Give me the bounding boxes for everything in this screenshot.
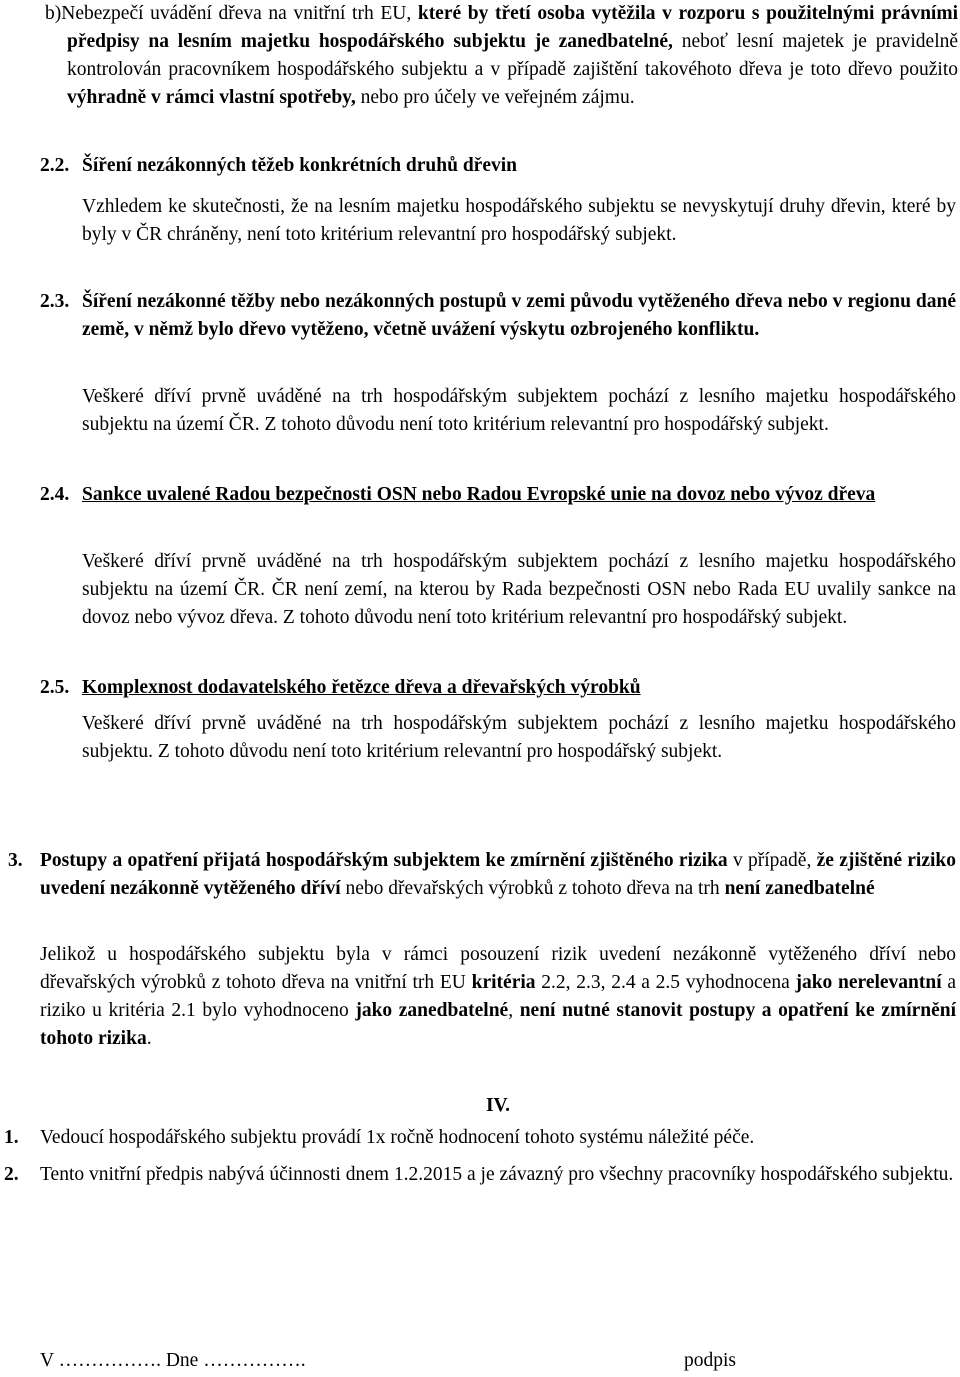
place-date-field: V ……………. Dne ……………. [40, 1350, 306, 1371]
section-title: Šíření nezákonné těžby nebo nezákonných postupů v zemi původu vytěženého dřeva nebo v regionu dané země, v němž bylo dřevo vytěženo, včetně uvážení výskytu ozbrojeného konfliktu. [82, 291, 956, 340]
section-number: 2.2. [40, 155, 70, 176]
section-2-3-heading [40, 288, 956, 344]
list-item [4, 1124, 956, 1152]
section-number: 2.5. [40, 677, 70, 698]
section-2-4-body: Veškeré dříví prvně uváděné na trh hospodářským subjektem pochází z lesního majetku hospodářského subjektu na území ČR. ČR není zemí, na kterou by Rada bezpečnosti OSN nebo Rada EU uvalily sankce na dovoz nebo vývoz dřeva. Z tohoto důvodu není toto kritérium relevantní pro hospodářský subjekt. [82, 551, 956, 628]
list-item-text: Vedoucí hospodářského subjektu provádí 1x ročně hodnocení tohoto systému náležité péče. [40, 1127, 755, 1148]
section-number: 2.4. [40, 484, 70, 505]
section-b-label: b) [45, 3, 62, 24]
section-title: Sankce uvalené Radou bezpečnosti OSN nebo Radou Evropské unie na dovoz nebo vývoz dřeva [82, 484, 876, 505]
section-b-paragraph: b)Nebezpečí uvádění dřeva na vnitřní trh EU, které by třetí osoba vytěžila v rozporu s použitelnými právními předpisy na lesním majetku hospodářského subjektu je zanedbatelné, neboť lesní majetek je pravidelně kontrolován pracovníkem hospodářského subjektu a v případě zajištění takovéhoto dřeva je toto dřevo použito výhradně v rámci vlastní spotřeby, nebo pro účely ve veřejném zájmu. [45, 3, 959, 108]
section-title: Komplexnost dodavatelského řetězce dřeva a dřevařských výrobků [82, 677, 641, 698]
section-2-5-heading [40, 674, 956, 702]
section-2-2-body: Vzhledem ke skutečnosti, že na lesním majetku hospodářského subjektu se nevyskytují druhy dřevin, které by byly v ČR chráněny, není toto kritérium relevantní pro hospodářský subjekt. [82, 196, 956, 245]
list-item [4, 1161, 956, 1189]
list-item-number: 2. [4, 1164, 19, 1185]
section-number: 3. [8, 850, 23, 871]
section-number: 2.3. [40, 291, 70, 312]
section-2-4-heading [40, 481, 956, 509]
section-b [8, 0, 958, 112]
signature-line [0, 1347, 960, 1377]
section-3-body: Jelikož u hospodářského subjektu byla v rámci posouzení rizik uvedení nezákonně vytěženého dříví nebo dřevařských výrobků z tohoto dřeva na vnitřní trh EU kritéria 2.2, 2.3, 2.4 a 2.5 vyhodnocena jako nerelevantní a riziko u kritéria 2.1 bylo vyhodnoceno jako zanedbatelné, není nutné stanovit postupy a opatření ke zmírnění tohoto rizika. [40, 944, 957, 1049]
list-item-number: 1. [4, 1127, 19, 1148]
part-iv-heading: IV. [485, 1095, 511, 1116]
section-2-3-body: Veškeré dříví prvně uváděné na trh hospodářským subjektem pochází z lesního majetku hospodářského subjektu na území ČR. Z tohoto důvodu není toto kritérium relevantní pro hospodářský subjekt. [82, 386, 956, 435]
list-item-text: Tento vnitřní předpis nabývá účinnosti dnem 1.2.2015 a je závazný pro všechny pracovníky hospodářského subjektu. [40, 1164, 954, 1185]
section-title: Šíření nezákonných těžeb konkrétních druhů dřevin [82, 155, 518, 176]
section-3-heading: 3. Postupy a opatření přijatá hospodářským subjektem ke zmírnění zjištěného rizika v případě, že zjištěné riziko uvedení nezákonně vytěženého dříví nebo dřevařských výrobků z tohoto dřeva na trh není zanedbatelné [40, 847, 956, 903]
section-2-5-body: Veškeré dříví prvně uváděné na trh hospodářským subjektem pochází z lesního majetku hospodářského subjektu. Z tohoto důvodu není toto kritérium relevantní pro hospodářský subjekt. [82, 713, 956, 762]
signature-label: podpis [684, 1350, 737, 1371]
section-2-2-heading [40, 152, 956, 180]
